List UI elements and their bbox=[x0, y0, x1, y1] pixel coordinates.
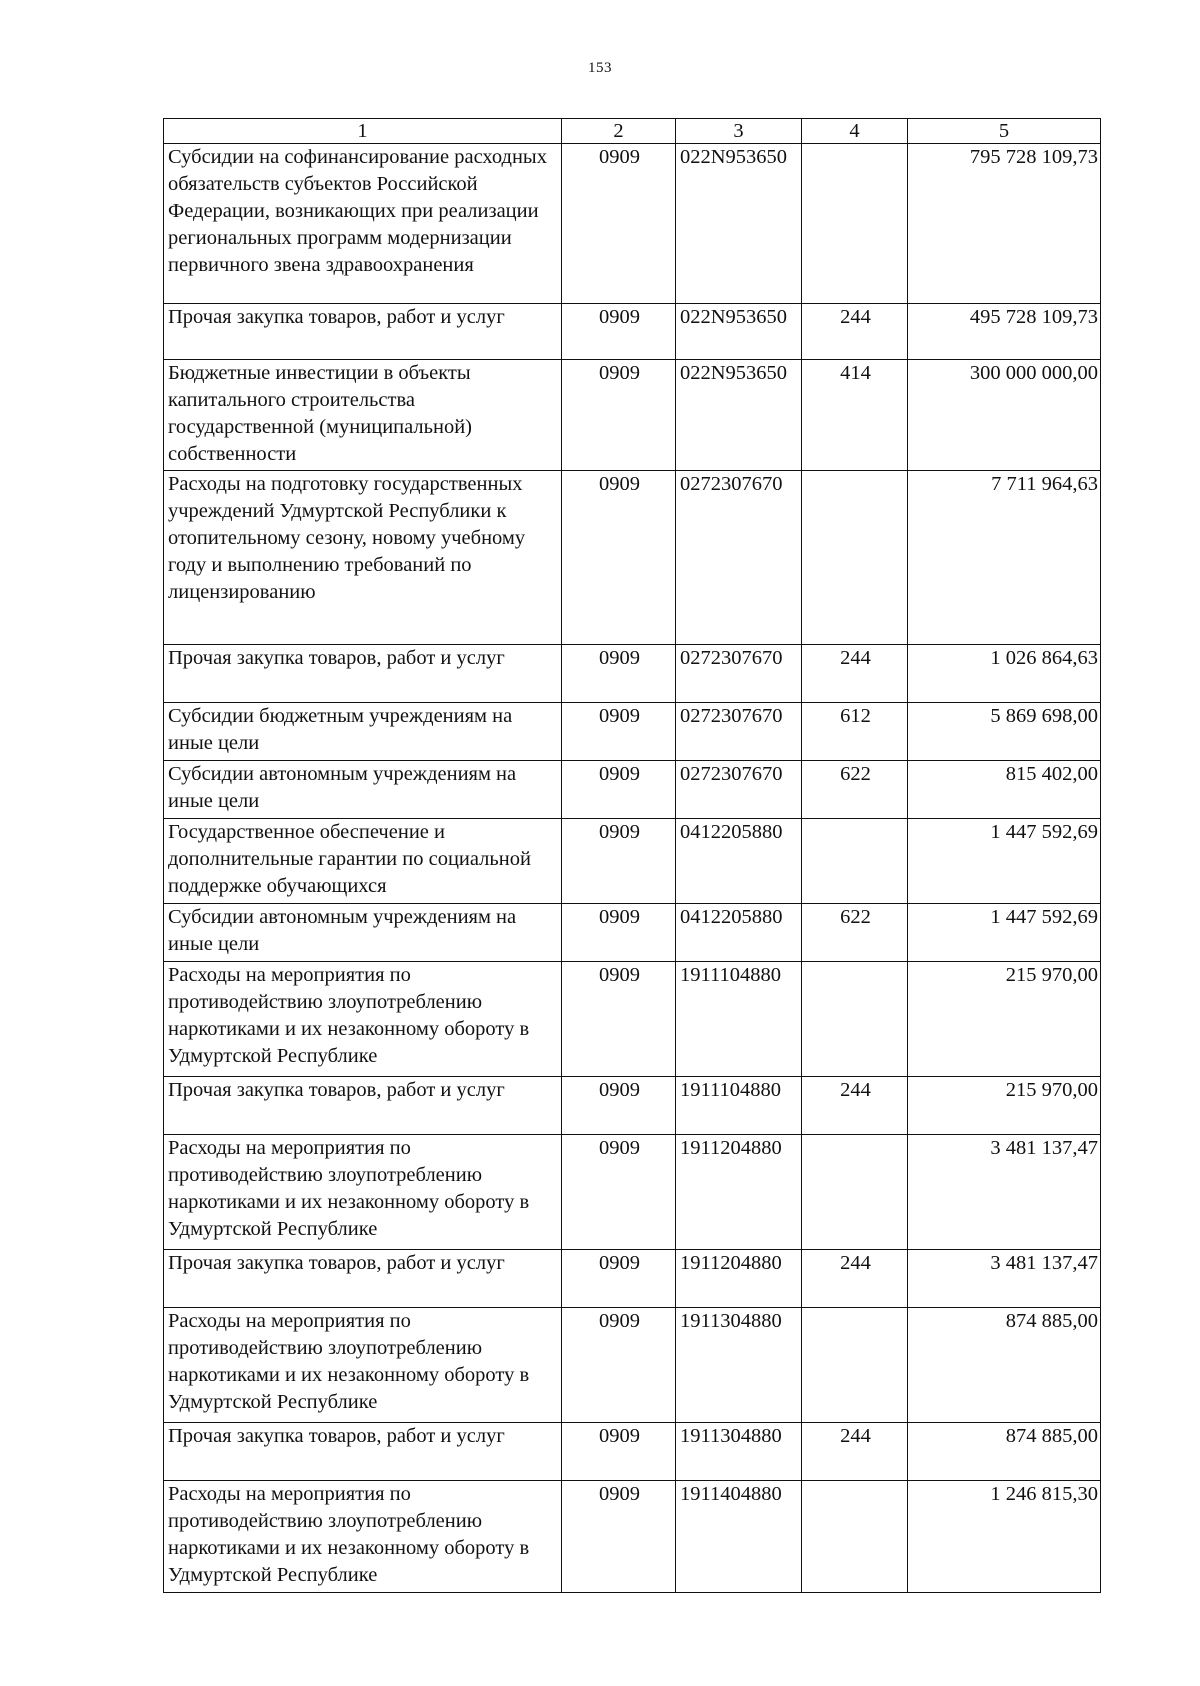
row-amount: 795 728 109,73 bbox=[908, 144, 1101, 304]
row-type bbox=[802, 1481, 908, 1593]
row-code: 1911204880 bbox=[676, 1250, 802, 1308]
row-name: Расходы на мероприятия по противодействию злоупотреблению наркотиками и их незаконному обороту в Удмуртской Республике bbox=[164, 1135, 562, 1250]
row-code: 0412205880 bbox=[676, 904, 802, 962]
row-name: Расходы на мероприятия по противодействию злоупотреблению наркотиками и их незаконному обороту в Удмуртской Республике bbox=[164, 1308, 562, 1423]
row-type: 244 bbox=[802, 1250, 908, 1308]
row-code: 0272307670 bbox=[676, 703, 802, 761]
row-type bbox=[802, 1308, 908, 1423]
row-name: Прочая закупка товаров, работ и услуг bbox=[164, 1250, 562, 1308]
row-section: 0909 bbox=[562, 703, 676, 761]
row-code: 0412205880 bbox=[676, 819, 802, 904]
column-header-3: 3 bbox=[676, 119, 802, 144]
row-section: 0909 bbox=[562, 1077, 676, 1135]
row-name: Расходы на подготовку государственных учреждений Удмуртской Республики к отопительному сезону, новому учебному году и выполнению требований по лицензированию bbox=[164, 471, 562, 645]
row-name: Субсидии автономным учреждениям на иные цели bbox=[164, 904, 562, 962]
table-row bbox=[164, 645, 1101, 703]
table-row bbox=[164, 471, 1101, 645]
table-row bbox=[164, 304, 1101, 360]
row-amount: 215 970,00 bbox=[908, 1077, 1101, 1135]
row-code: 0272307670 bbox=[676, 471, 802, 645]
row-name: Расходы на мероприятия по противодействию злоупотреблению наркотиками и их незаконному обороту в Удмуртской Республике bbox=[164, 1481, 562, 1593]
row-type: 244 bbox=[802, 1077, 908, 1135]
row-amount: 1 026 864,63 bbox=[908, 645, 1101, 703]
table-row bbox=[164, 144, 1101, 304]
row-code: 1911304880 bbox=[676, 1423, 802, 1481]
row-type bbox=[802, 144, 908, 304]
row-amount: 874 885,00 bbox=[908, 1423, 1101, 1481]
row-type bbox=[802, 819, 908, 904]
row-amount: 1 447 592,69 bbox=[908, 904, 1101, 962]
row-type: 244 bbox=[802, 1423, 908, 1481]
row-name: Прочая закупка товаров, работ и услуг bbox=[164, 645, 562, 703]
row-code: 1911404880 bbox=[676, 1481, 802, 1593]
table-row bbox=[164, 1077, 1101, 1135]
row-type: 612 bbox=[802, 703, 908, 761]
row-section: 0909 bbox=[562, 1135, 676, 1250]
row-name: Субсидии автономным учреждениям на иные цели bbox=[164, 761, 562, 819]
row-amount: 3 481 137,47 bbox=[908, 1135, 1101, 1250]
row-type bbox=[802, 471, 908, 645]
row-code: 0272307670 bbox=[676, 645, 802, 703]
column-header-1: 1 bbox=[164, 119, 562, 144]
row-amount: 1 447 592,69 bbox=[908, 819, 1101, 904]
row-name: Государственное обеспечение и дополнительные гарантии по социальной поддержке обучающихся bbox=[164, 819, 562, 904]
row-name: Субсидии на софинансирование расходных обязательств субъектов Российской Федерации, возникающих при реализации региональных программ модернизации первичного звена здравоохранения bbox=[164, 144, 562, 304]
row-code: 0272307670 bbox=[676, 761, 802, 819]
table-header-row bbox=[164, 119, 1101, 144]
row-section: 0909 bbox=[562, 144, 676, 304]
row-code: 1911104880 bbox=[676, 1077, 802, 1135]
table-row bbox=[164, 1135, 1101, 1250]
row-code: 1911304880 bbox=[676, 1308, 802, 1423]
table-row bbox=[164, 360, 1101, 471]
column-header-5: 5 bbox=[908, 119, 1101, 144]
row-name: Прочая закупка товаров, работ и услуг bbox=[164, 1077, 562, 1135]
row-type: 622 bbox=[802, 761, 908, 819]
row-type bbox=[802, 962, 908, 1077]
budget-table bbox=[163, 118, 1101, 1593]
row-section: 0909 bbox=[562, 1423, 676, 1481]
row-amount: 815 402,00 bbox=[908, 761, 1101, 819]
row-code: 1911104880 bbox=[676, 962, 802, 1077]
table-row bbox=[164, 761, 1101, 819]
row-section: 0909 bbox=[562, 1250, 676, 1308]
row-code: 022N953650 bbox=[676, 360, 802, 471]
row-amount: 5 869 698,00 bbox=[908, 703, 1101, 761]
table-row bbox=[164, 1481, 1101, 1593]
row-name: Прочая закупка товаров, работ и услуг bbox=[164, 1423, 562, 1481]
row-section: 0909 bbox=[562, 904, 676, 962]
row-code: 022N953650 bbox=[676, 304, 802, 360]
row-name: Бюджетные инвестиции в объекты капитального строительства государственной (муниципальной) собственности bbox=[164, 360, 562, 471]
row-amount: 215 970,00 bbox=[908, 962, 1101, 1077]
row-amount: 300 000 000,00 bbox=[908, 360, 1101, 471]
row-amount: 495 728 109,73 bbox=[908, 304, 1101, 360]
row-amount: 1 246 815,30 bbox=[908, 1481, 1101, 1593]
row-section: 0909 bbox=[562, 645, 676, 703]
row-section: 0909 bbox=[562, 819, 676, 904]
row-type: 244 bbox=[802, 304, 908, 360]
row-section: 0909 bbox=[562, 471, 676, 645]
row-amount: 874 885,00 bbox=[908, 1308, 1101, 1423]
row-name: Субсидии бюджетным учреждениям на иные цели bbox=[164, 703, 562, 761]
table-row bbox=[164, 819, 1101, 904]
row-section: 0909 bbox=[562, 1481, 676, 1593]
row-section: 0909 bbox=[562, 962, 676, 1077]
row-section: 0909 bbox=[562, 360, 676, 471]
row-type: 244 bbox=[802, 645, 908, 703]
row-type bbox=[802, 1135, 908, 1250]
row-type: 414 bbox=[802, 360, 908, 471]
row-amount: 7 711 964,63 bbox=[908, 471, 1101, 645]
table-row bbox=[164, 703, 1101, 761]
column-header-4: 4 bbox=[802, 119, 908, 144]
row-type: 622 bbox=[802, 904, 908, 962]
row-code: 022N953650 bbox=[676, 144, 802, 304]
row-name: Прочая закупка товаров, работ и услуг bbox=[164, 304, 562, 360]
table-row bbox=[164, 1250, 1101, 1308]
table-row bbox=[164, 1423, 1101, 1481]
row-section: 0909 bbox=[562, 304, 676, 360]
table-row bbox=[164, 904, 1101, 962]
column-header-2: 2 bbox=[562, 119, 676, 144]
table-row bbox=[164, 962, 1101, 1077]
table-row bbox=[164, 1308, 1101, 1423]
page-number: 153 bbox=[588, 60, 612, 76]
row-section: 0909 bbox=[562, 1308, 676, 1423]
row-amount: 3 481 137,47 bbox=[908, 1250, 1101, 1308]
row-code: 1911204880 bbox=[676, 1135, 802, 1250]
row-section: 0909 bbox=[562, 761, 676, 819]
row-name: Расходы на мероприятия по противодействию злоупотреблению наркотиками и их незаконному обороту в Удмуртской Республике bbox=[164, 962, 562, 1077]
